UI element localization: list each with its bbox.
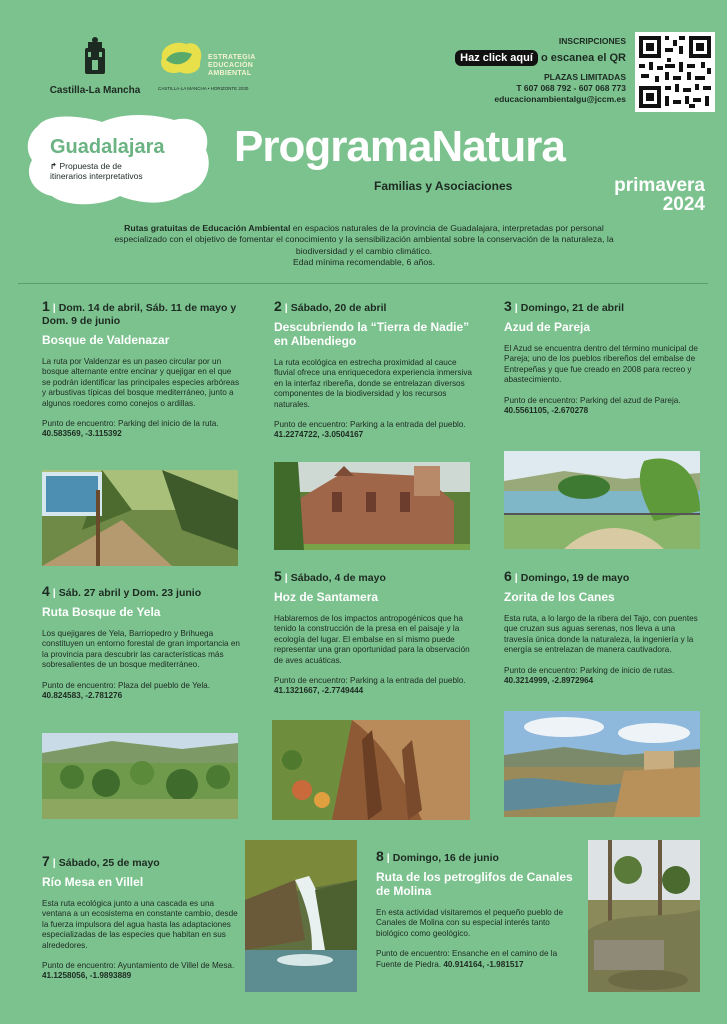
route-description: En esta actividad visitaremos el pequeño pueblo de Canales de Molina con su especial interés tanto biológico como geológico. [376,908,564,938]
route-date: Domingo, 16 de junio [392,852,499,864]
route-8-photo [588,840,700,992]
route-date: Sábado, 20 de abril [290,302,387,314]
route-6 [504,570,702,686]
route-2 [274,300,472,441]
route-name: Zorita de los Canes [504,590,615,604]
province-subtitle [50,161,150,181]
route-name: Ruta Bosque de Yela [42,605,161,619]
meeting-label: Punto de encuentro: [274,420,348,430]
province-name: Guadalajara [50,136,165,158]
estrategia-educacion-ambiental-logo [158,38,268,98]
route-number: 4 [42,583,50,599]
meeting-point [376,949,574,970]
route-3-photo [504,451,700,549]
route-description: Esta ruta, a lo largo de la ribera del Tajo, con puentes que cruzan sus aguas serenas, nos lleva a una travesía única donde la naturaleza, la ingeniería y la energía se entrelazan de manera cautivadora. [504,614,698,655]
route-2-photo [274,462,470,550]
ea-line-1: ESTRATEGIA [208,54,256,61]
intro-paragraph [100,223,628,269]
route-date: Dom. 14 de abril, Sáb. 11 de mayo y Dom. 9 de junio [42,302,237,327]
clm-name: Castilla-La Mancha [49,85,141,96]
meeting-label: Punto de encuentro: [274,676,348,686]
meeting-label: Punto de encuentro: [42,419,116,429]
route-description: El Azud se encuentra dentro del término municipal de Pareja; uno de los pueblos ribereños del embalse de Entrepeñas y que fue creado en 2008 para recreo y abastecimiento. [504,344,698,385]
arrow-turn-icon: ↱ [50,161,58,171]
route-name: Descubriendo la “Tierra de Nadie” en Albendiego [274,320,470,348]
route-5 [274,570,472,697]
program-title-a: Programa [234,122,432,171]
route-1-header: 1 | Dom. 14 de abril, Sáb. 11 de mayo y Dom. 9 de junio [42,298,237,327]
route-number: 6 [504,568,512,584]
meeting-point [274,676,472,697]
intro-age: Edad mínima recomendable, 6 años. [293,257,435,268]
meeting-label: Punto de encuentro: [376,949,450,959]
route-7-header: 7 | Sábado, 25 de mayo [42,853,160,869]
route-name: Río Mesa en Villel [42,875,144,889]
meeting-label: Punto de encuentro: [504,665,578,675]
program-season [614,176,705,214]
inscripciones-block [455,36,626,105]
route-4-photo [42,733,238,819]
ea-line-3: AMBIENTAL [208,70,252,77]
route-date: Sáb. 27 abril y Dom. 23 junio [58,587,202,599]
season-year: 2024 [662,194,705,215]
route-7-photo [245,840,357,992]
meeting-point [504,396,702,417]
program-title-b: Natura [431,122,565,171]
route-number: 5 [274,568,282,584]
route-8 [376,850,574,970]
route-name: Azud de Pareja [504,320,591,334]
meeting-place: Parking del azud de Pareja. [580,395,681,405]
meeting-coords: 40.914164, -1.981517 [443,959,524,969]
contact-email[interactable]: educacionambientalgu@jccm.es [494,94,626,104]
meeting-place: Parking de inicio de rutas. [580,665,675,675]
escanea-qr-text: o escanea el QR [541,52,626,64]
castilla-la-mancha-logo [48,36,142,96]
qr-code-icon[interactable] [635,32,715,112]
castle-crest-icon [82,36,108,76]
route-3-header: 3 | Domingo, 21 de abril [504,298,625,314]
route-name: Bosque de Valdenazar [42,333,170,347]
meeting-coords: 40.3214999, -2.8972964 [504,676,594,686]
season-name: primavera [614,175,705,196]
meeting-place: Ayuntamiento de Villel de Mesa. [117,961,235,971]
meeting-coords: 41.1258056, -1.9893889 [42,971,132,981]
meeting-place: Plaza del pueblo de Yela. [118,680,210,690]
meeting-coords: 40.583569, -3.115392 [42,429,122,439]
haz-click-link[interactable]: Haz click aquí [455,50,538,66]
meeting-point [504,666,702,687]
route-description: Hablaremos de los impactos antropogénicos que ha tenido la construcción de la presa en el paisaje y la ecología del lugar. El embalse en sí mismo puede representar una gran oportunidad para la observación de aves acuáticas. [274,614,470,665]
ea-subtitle: CASTILLA-LA MANCHA • HORIZONTE 2030 [158,86,249,91]
route-5-photo [272,720,470,820]
route-6-header: 6 | Domingo, 19 de mayo [504,568,630,584]
meeting-coords: 40.5561105, -2.670278 [504,406,589,416]
route-number: 3 [504,298,512,314]
route-number: 7 [42,853,50,869]
route-6-photo [504,711,700,817]
meeting-coords: 40.824583, -2.781276 [42,691,123,701]
meeting-label: Punto de encuentro: [42,961,116,971]
meeting-label: Punto de encuentro: [504,395,578,405]
route-number: 8 [376,848,384,864]
route-3 [504,300,702,416]
inscripciones-label: INSCRIPCIONES [558,36,626,46]
meeting-label: Punto de encuentro: [42,680,116,690]
province-subtitle-text: Propuesta de de itinerarios interpretativos [50,161,143,181]
program-audience: Familias y Asociaciones [374,179,513,193]
route-description: La ruta por Valdenzar es un paseo circular por un bosque alternante entre encinar y quejigar en el que se podrán identificar las principales especies arbóreas y arbustivas típicas del bosque mediterráneo, junto a algunos roedores como conejos o ardillas. [42,357,240,408]
meeting-place: Parking a la entrada del pueblo. [350,420,466,430]
route-4 [42,585,240,701]
route-name: Hoz de Santamera [274,590,379,604]
route-description: La ruta ecológica en estrecha proximidad al cauce fluvial ofrece una enriquecedora experiencia inmersiva en la interfaz ribereña, donde se entrelazan diversos componentes de la biodiversidad y los recursos naturales. [274,358,472,409]
route-5-header: 5 | Sábado, 4 de mayo [274,568,386,584]
route-4-header: 4 | Sáb. 27 abril y Dom. 23 junio [42,583,202,599]
meeting-place: Ensanche en el camino de la Fuente de Piedra. [376,949,558,969]
ea-blob-icon [158,40,204,76]
route-name: Ruta de los petroglifos de Canales de Molina [376,870,573,898]
meeting-coords: 41.2274722, -3.0504167 [274,430,364,440]
route-8-header: 8 | Domingo, 16 de junio [376,848,499,864]
route-2-header: 2 | Sábado, 20 de abril [274,298,387,314]
meeting-point [42,419,240,440]
meeting-point [274,420,472,441]
program-title [234,122,565,172]
meeting-place: Parking del inicio de la ruta. [118,419,219,429]
plazas-limitadas: PLAZAS LIMITADAS [543,72,626,82]
route-7 [42,855,240,982]
route-date: Sábado, 25 de mayo [58,857,160,869]
route-number: 2 [274,298,282,314]
intro-rest: en espacios naturales de la provincia de Guadalajara, interpretadas por personal especializado con el objetivo de fomentar el conocimiento y la sensibilización ambiental sobre la conservación de la naturaleza, la biodiversidad y el cambio climático. [114,223,614,256]
phone-numbers: T 607 068 792 - 607 068 773 [516,83,626,93]
meeting-place: Parking a la entrada del pueblo. [350,676,466,686]
route-date: Domingo, 21 de abril [520,302,625,314]
meeting-point [42,961,240,982]
route-date: Sábado, 4 de mayo [290,572,386,584]
route-1 [42,300,240,440]
intro-bold: Rutas gratuitas de Educación Ambiental [124,223,291,233]
meeting-coords: 41.1321667, -2.7749444 [274,686,364,696]
route-date: Domingo, 19 de mayo [520,572,630,584]
ea-line-2: EDUCACIÓN [208,62,254,69]
route-number: 1 [42,298,50,314]
route-description: Los quejigares de Yela, Barriopedro y Brihuega constituyen un entorno forestal de gran importancia en la provincia para descubrir las características más sobresalientes de un bosque mediterráneo. [42,629,240,670]
divider [18,283,708,284]
route-1-photo [42,470,238,566]
meeting-point [42,681,240,702]
route-description: Esta ruta ecológica junto a una cascada es una ventana a un ecosistema en constante cambio, desde la fuerza impulsora del agua hasta las adaptaciones especializadas de las especies que habitan en sus alrededores. [42,899,238,950]
province-cloud-shape [24,110,212,210]
